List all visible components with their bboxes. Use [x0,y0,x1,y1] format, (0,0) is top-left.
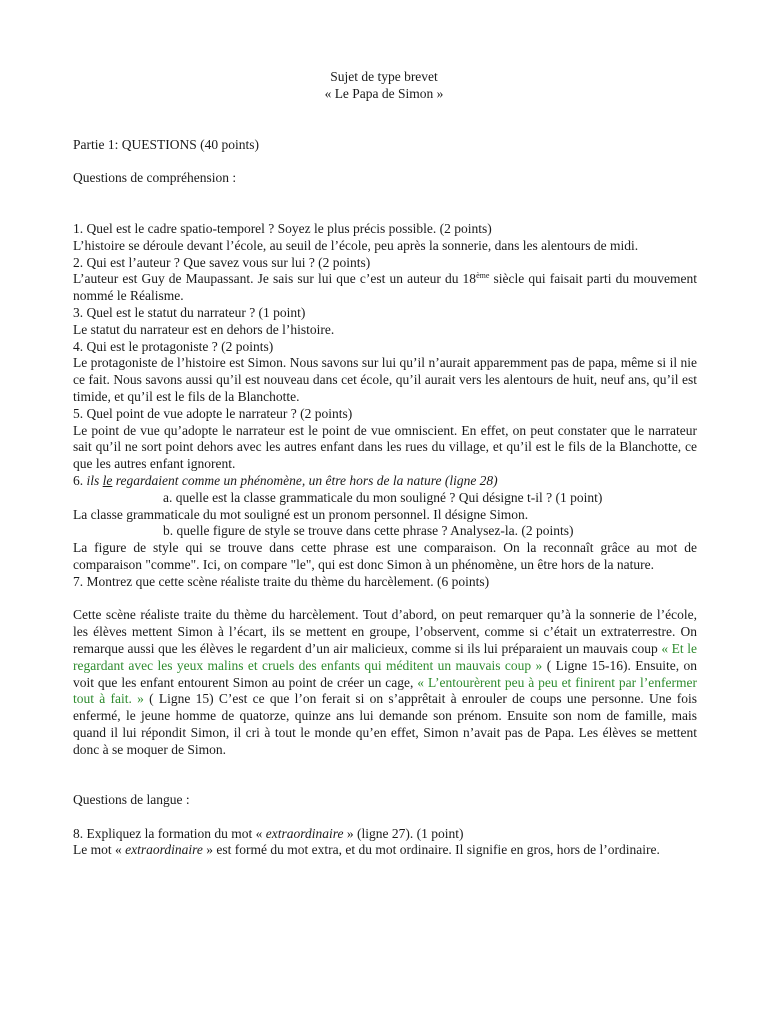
document-subtitle: « Le Papa de Simon » [324,86,444,101]
answer-6b: La figure de style qui se trouve dans cette phrase est une comparaison. On la reconnaît grâce au mot de comparaison "comme". Ici, on compare "le", qui est donc Simon à un phénomène, un être hors de la nature. [73,540,697,572]
question-6b: b. quelle figure de style se trouve dans cette phrase ? Analysez-la. (2 points) [163,523,574,539]
underlined-word: le [102,472,113,488]
answer-7: Cette scène réaliste traite du thème du harcèlement. Tout d’abord, on peut remarquer qu’à la sonnerie de l’école, les élèves mettent Simon à l’écart, ils se mettent en groupe, l’observent, comme si c’était un extraterrestre. On remarque aussi que les élèves le regardent d’un air malicieux, comme si ils lui préparaient un mauvais coup « Et le regardant avec les yeux malins et cruels des enfants qui méditent un mauvais coup » ( Ligne 15-16). Ensuite, on voit que les enfant entourent Simon au point de créer un cage, « L’entourèrent peu à peu et finirent par l’enfermer tout à fait. » ( Ligne 15) C’est ce que l’on ferait si on s’apprêtait à enrouler de coups une personne. Une fois enfermé, le jeune homme de quatorze, quinze ans lui demande son prénom. Ensuite son nom de famille, mais quand il lui répondit Simon, il cri à tout le monde qu’en effet, Simon n’avait pas de Papa. Les élèves se mettent donc à se moquer de Simon. [73,607,698,757]
comprehension-heading: Questions de compréhension : [73,170,237,185]
citation-2: « L’entourèrent peu à peu et finirent par l’enfermer tout à fait. » [73,674,697,707]
answer-6a: La classe grammaticale du mot souligné est un pronom personnel. Il désigne Simon. [73,506,529,522]
answer-8: Le mot « extraordinaire » est formé du mot extra, et du mot ordinaire. Il signifie en gros, hors de l’ordinaire. [73,842,660,858]
question-6: 6. ils le regardaient comme un phénomène, un être hors de la nature (ligne 28) [73,472,498,488]
answer-1: L’histoire se déroule devant l’école, au seuil de l’école, peu après la sonnerie, dans les alentours de midi. [73,237,639,253]
answer-4: Le protagoniste de l’histoire est Simon. Nous savons sur lui qu’il n’aurait apparemment pas de papa, même si il nie ce fait. Nous savons aussi qu’il est nouveau dans cet école, qu’il aurait vers les alentours de huit, neuf ans, qu’il est timide, et qu’il est le fils de la Blanchotte. [73,355,697,404]
answer-5: Le point de vue qu’adopte le narrateur est le point de vue omniscient. En effet, on peut constater que le narrateur sait qu’il ne sort point dehors avec les autres enfant dans les rues du village, et qu’il est le fils de la Blanchotte, ce que les autres enfant ignorent. [73,422,697,472]
question-6a: a. quelle est la classe grammaticale du mon souligné ? Qui désigne t-il ? (1 point) [163,489,603,505]
question-2: 2. Qui est l’auteur ? Que savez vous sur lui ? (2 points) [73,254,371,270]
question-1: 1. Quel est le cadre spatio-temporel ? Soyez le plus précis possible. (2 points) [73,221,492,236]
part-heading: Partie 1: QUESTIONS (40 points) [73,137,259,152]
citation-1: « Et le regardant avec les yeux malins et cruels des enfants qui méditent un mauvais coup » [73,640,697,673]
questions-answers [73,221,697,859]
question-3: 3. Quel est le statut du narrateur ? (1 point) [73,304,306,320]
question-5: 5. Quel point de vue adopte le narrateur ? (2 points) [73,405,353,421]
langue-heading: Questions de langue : [73,792,190,808]
answer-3: Le statut du narrateur est en dehors de l’histoire. [73,321,335,337]
question-8: 8. Expliquez la formation du mot « extraordinaire » (ligne 27). (1 point) [73,825,464,841]
document-title: Sujet de type brevet [330,69,438,84]
question-7: 7. Montrez que cette scène réaliste traite du thème du harcèlement. (6 points) [73,573,490,589]
question-4: 4. Qui est le protagoniste ? (2 points) [73,338,274,354]
answer-2: L’auteur est Guy de Maupassant. Je sais sur lui que c’est un auteur du 18ème siècle qui faisait parti du mouvement nommé le Réalisme. [73,271,697,304]
